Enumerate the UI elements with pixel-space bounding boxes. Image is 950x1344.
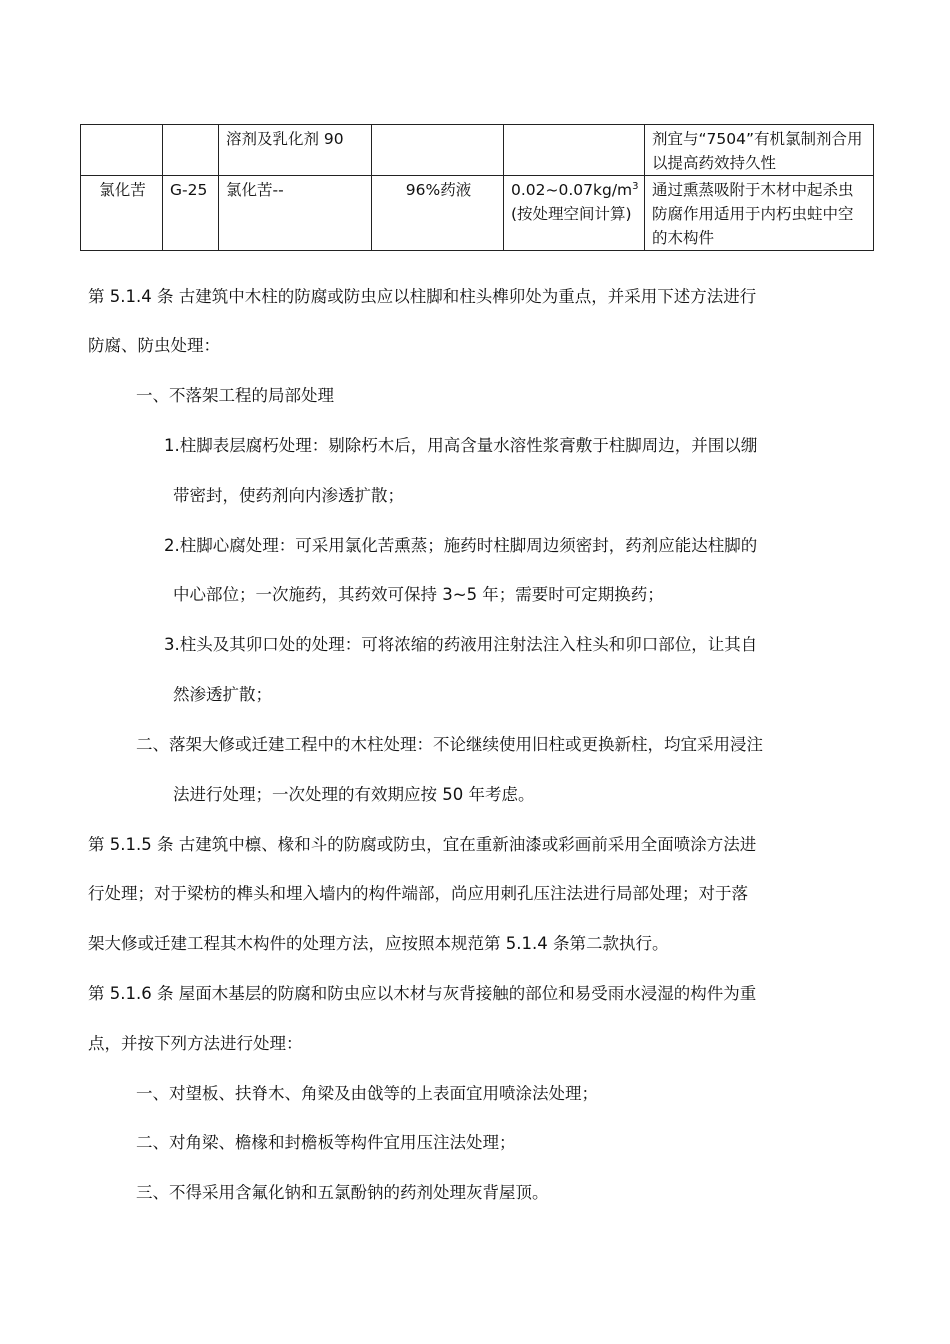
- composition-cell: 氯化苦--: [219, 176, 372, 251]
- dosage-cell: [504, 125, 645, 176]
- dosage-note: (按处理空间计算): [511, 205, 632, 223]
- dosage-superscript: 3: [632, 180, 639, 192]
- clause-5-1-4-line: 第 5.1.4 条 古建筑中木柱的防腐或防虫应以柱脚和柱头榫卯处为重点，并采用下述方法进行: [88, 287, 757, 306]
- sub-item: 2.柱脚心腐处理：可采用氯化苦熏蒸；施药时柱脚周边须密封，药剂应能达柱脚的: [164, 536, 758, 555]
- item-heading: 二、对角梁、檐椽和封檐板等构件宜用压注法处理；: [136, 1133, 516, 1152]
- sub-item-continuation: 中心部位；一次施药，其药效可保持 3~5 年；需要时可定期换药；: [173, 585, 664, 604]
- clause-5-1-6-line: 第 5.1.6 条 屋面木基层的防腐和防虫应以木材与灰背接触的部位和易受雨水浸湿的构件为重: [88, 984, 757, 1003]
- composition-cell: 溶剂及乳化剂 90: [219, 125, 372, 176]
- sub-item-continuation: 带密封，使药剂向内渗透扩散；: [173, 486, 404, 505]
- sub-item: 3.柱头及其卯口处的处理：可将浓缩的药液用注射法注入柱头和卯口部位，让其自: [164, 635, 758, 654]
- clause-5-1-5-line: 行处理；对于梁枋的榫头和埋入墙内的构件端部，尚应用刺孔压注法进行局部处理；对于落: [88, 884, 748, 903]
- concentration-cell: 96%药液: [372, 176, 504, 251]
- table-row: [81, 125, 874, 176]
- clause-5-1-6-line: 点，并按下列方法进行处理：: [88, 1034, 303, 1053]
- chemical-name-cell: 氯化苦: [81, 176, 163, 251]
- clause-5-1-5-line: 第 5.1.5 条 古建筑中檩、椽和斗的防腐或防虫，宜在重新油漆或彩画前采用全面喷涂方法进: [88, 835, 757, 854]
- chemical-code-cell: [163, 125, 219, 176]
- chemical-code-cell: G-25: [163, 176, 219, 251]
- table-row: [81, 176, 874, 251]
- remarks-cell: 剂宜与“7504”有机氯制剂合用以提高药效持久性: [645, 125, 874, 176]
- clause-5-1-4-line: 防腐、防虫处理：: [88, 336, 220, 355]
- sub-item: 1.柱脚表层腐朽处理：剔除朽木后，用高含量水溶性浆膏敷于柱脚周边，并围以绷: [164, 436, 758, 455]
- item-continuation: 法进行处理；一次处理的有效期应按 50 年考虑。: [173, 785, 535, 804]
- item-heading: 一、不落架工程的局部处理: [136, 386, 334, 405]
- concentration-cell: [372, 125, 504, 176]
- sub-item-continuation: 然渗透扩散；: [173, 685, 272, 704]
- item-heading: 二、落架大修或迁建工程中的木柱处理：不论继续使用旧柱或更换新柱，均宜采用浸注: [136, 735, 763, 754]
- remarks-cell: 通过熏蒸吸附于木材中起杀虫防腐作用适用于内朽虫蛀中空的木构件: [645, 176, 874, 251]
- chemical-name-cell: [81, 125, 163, 176]
- clause-5-1-5-line: 架大修或迁建工程其木构件的处理方法，应按照本规范第 5.1.4 条第二款执行。: [88, 934, 669, 953]
- dosage-cell: [504, 176, 645, 251]
- preservative-table: [80, 124, 874, 251]
- item-heading: 三、不得采用含氟化钠和五氯酚钠的药剂处理灰背屋顶。: [136, 1183, 549, 1202]
- dosage-value: 0.02~0.07kg/m: [511, 181, 633, 199]
- item-heading: 一、对望板、扶脊木、角梁及由戗等的上表面宜用喷涂法处理；: [136, 1084, 598, 1103]
